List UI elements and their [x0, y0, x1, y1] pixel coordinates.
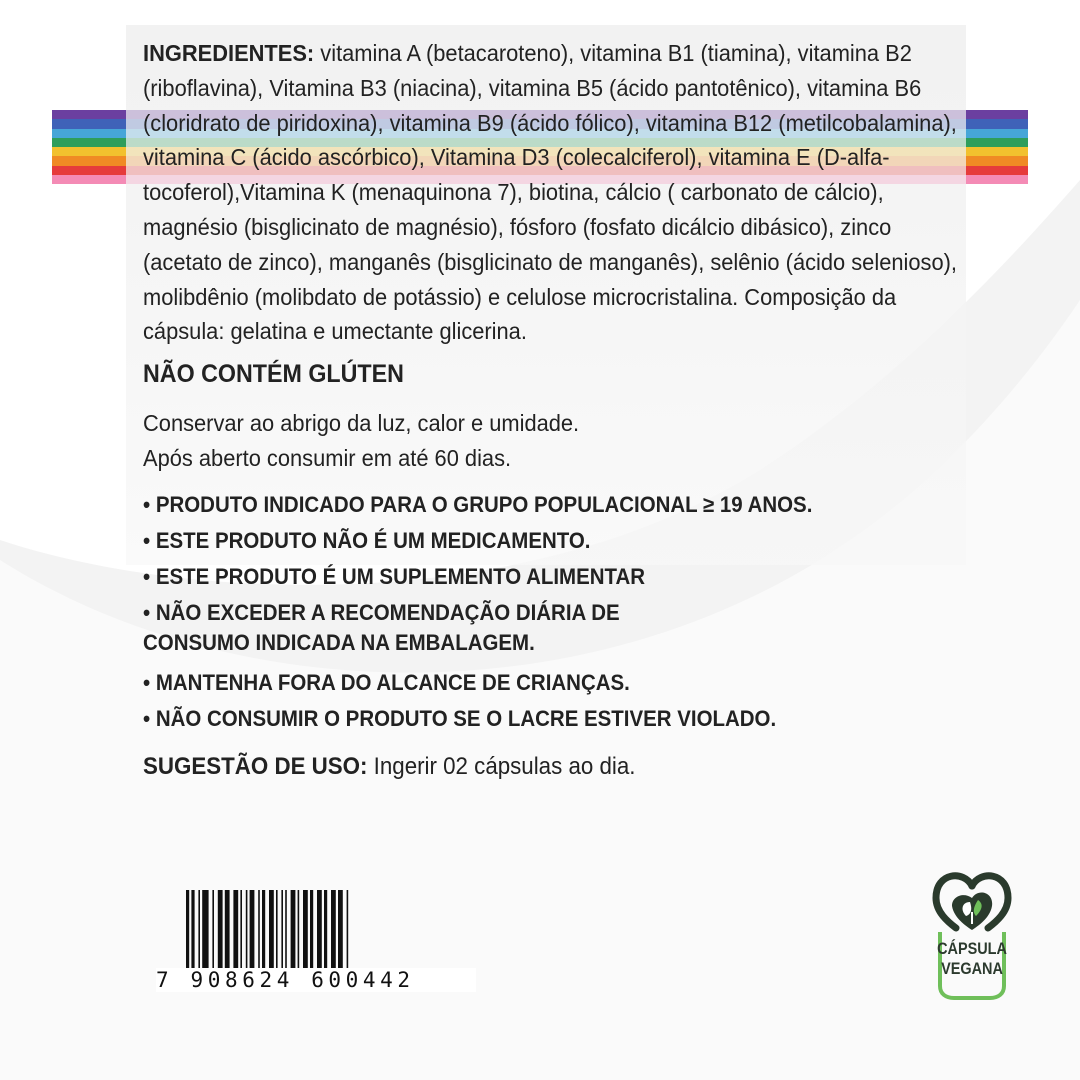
barcode-digits: 7 908624 600442 [156, 968, 476, 992]
warning-children: • MANTENHA FORA DO ALCANCE DE CRIANÇAS. [143, 669, 630, 695]
rainbow-stripes-right [966, 110, 1028, 184]
barcode-bar [331, 890, 336, 968]
stripe-4 [966, 147, 1028, 156]
stripe-0 [966, 110, 1028, 119]
ingredients-list: vitamina A (betacaroteno), vitamina B1 (tiamina), vitamina B2 (riboflavina), Vitamina B3 (niacina), vitamina B5 (ácido pantotênico), vitamina B6 (cloridrato de piridoxina), vitamina B9 (ácido fólico), vitamina B12 (metilcobalamina), vitamina C (ácido ascórbico), Vitamina D3 (colecalciferol), vitamina E (D-alfa-tocoferol),Vitamina K (menaquinona 7), biotina, cálcio ( carbonato de cálcio), magnésio (bisglicinato de magnésio), fósforo (fosfato dicálcio dibásico), zinco (acetato de zinco), manganês (bisglicinato de manganês), selênio (ácido selenioso), molibdênio (molibdato de potássio) e celulose microcristalina. Composição da cápsula: gelatina e umectante glicerina. [143, 40, 957, 345]
usage-paragraph [143, 750, 961, 785]
barcode-bar [285, 890, 287, 968]
usage-text: Ingerir 02 cápsulas ao dia. [367, 752, 636, 780]
barcode-bar [198, 890, 200, 968]
barcode-bar [276, 890, 278, 968]
gluten-free-heading: NÃO CONTÉM GLÚTEN [143, 360, 404, 389]
barcode-bar [225, 890, 230, 968]
warning-seal: • NÃO CONSUMIR O PRODUTO SE O LACRE ESTIVER VIOLADO. [143, 705, 777, 731]
stripe-1 [52, 119, 126, 128]
barcode-bar [202, 890, 208, 968]
barcode-bar [246, 890, 248, 968]
warning-supplement: • ESTE PRODUTO É UM SUPLEMENTO ALIMENTAR [143, 563, 646, 589]
stripe-2 [966, 129, 1028, 138]
barcode-bar [310, 890, 313, 968]
label-text [143, 36, 961, 784]
barcode-bar [212, 890, 214, 968]
barcode-bar [317, 890, 322, 968]
vegan-badge-line2: VEGANA [941, 959, 1003, 978]
barcode-bar [303, 890, 308, 968]
barcode-bar [218, 890, 223, 968]
stripe-1 [966, 119, 1028, 128]
stripe-5 [52, 156, 126, 165]
stripe-0 [52, 110, 126, 119]
barcode-bar [233, 890, 238, 968]
stripe-2 [52, 129, 126, 138]
barcode-bar [258, 890, 260, 968]
stripe-6 [52, 166, 126, 175]
barcode-bar [324, 890, 327, 968]
warning-daily-limit-cont: CONSUMO INDICADA NA EMBALAGEM. [143, 629, 535, 655]
stripe-5 [966, 156, 1028, 165]
vegan-badge-text [933, 939, 1011, 979]
stripe-7 [52, 175, 126, 184]
warning-age: • PRODUTO INDICADO PARA O GRUPO POPULACIONAL ≥ 19 ANOS. [143, 491, 813, 517]
barcode-bar [291, 890, 296, 968]
barcode-bar [281, 890, 283, 968]
vegan-capsule-icon [926, 866, 1018, 1002]
storage-line-2: Após aberto consumir em até 60 dias. [143, 444, 512, 471]
rainbow-stripes-left [52, 110, 126, 184]
warning-not-medicine: • ESTE PRODUTO NÃO É UM MEDICAMENTO. [143, 527, 591, 553]
warning-daily-limit: • NÃO EXCEDER A RECOMENDAÇÃO DIÁRIA DE [143, 599, 620, 625]
barcode-bar [240, 890, 242, 968]
stripe-3 [52, 138, 126, 147]
barcode-bar [298, 890, 300, 968]
barcode-bar [269, 890, 274, 968]
stripe-3 [966, 138, 1028, 147]
ingredients-heading: INGREDIENTES: [143, 40, 315, 66]
vegan-badge-line1: CÁPSULA [937, 939, 1007, 958]
stripe-7 [966, 175, 1028, 184]
stripe-4 [52, 147, 126, 156]
storage-line-1: Conservar ao abrigo da luz, calor e umidade. [143, 409, 580, 436]
ingredients-paragraph [143, 36, 961, 349]
barcode-bar [338, 890, 343, 968]
barcode-bar [262, 890, 265, 968]
stripe-6 [966, 166, 1028, 175]
barcode-bar [250, 890, 255, 968]
usage-heading: SUGESTÃO DE USO: [143, 752, 368, 780]
